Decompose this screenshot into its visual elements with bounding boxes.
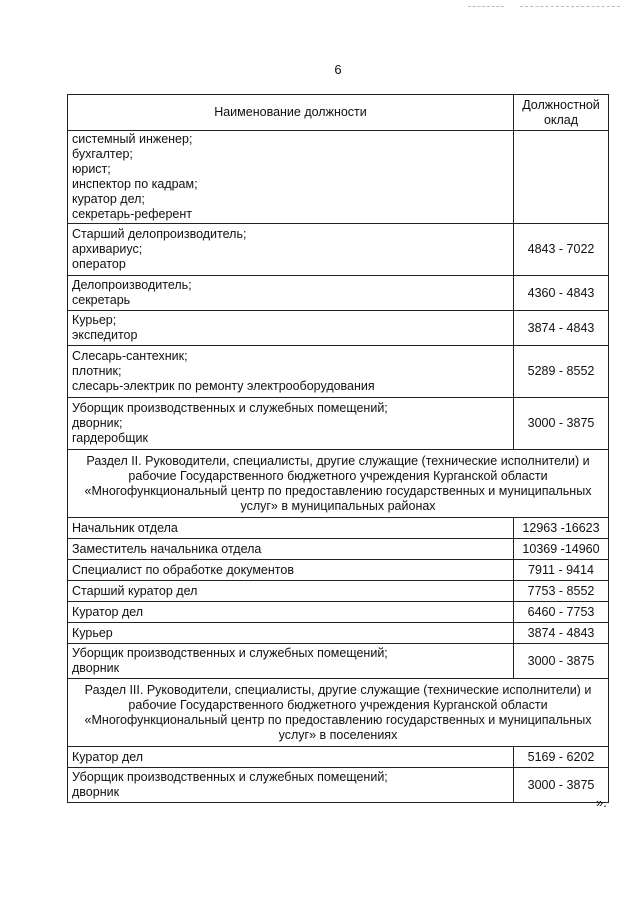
position-name: Курьер; <box>72 313 117 327</box>
salary-cell: 7753 - 8552 <box>514 581 609 602</box>
position-cell: Начальник отдела <box>68 518 514 539</box>
salary-cell: 5169 - 6202 <box>514 747 609 768</box>
section-heading-line: Раздел III. Руководители, специалисты, другие служащие (технические исполнители) и <box>84 682 592 697</box>
position-name: плотник; <box>72 364 122 378</box>
salary-cell: 3000 - 3875 <box>514 398 609 450</box>
position-cell <box>68 644 514 679</box>
position-name: экспедитор <box>72 328 138 342</box>
position-name: Уборщик производственных и служебных помещений; <box>72 770 388 784</box>
position-name: дворник; <box>72 416 123 430</box>
salary-cell: 7911 - 9414 <box>514 560 609 581</box>
section-heading-line: «Многофункциональный центр по предоставлению государственных и муниципальных <box>84 712 592 727</box>
position-cell <box>68 276 514 311</box>
position-cell: Заместитель начальника отдела <box>68 539 514 560</box>
table-row <box>68 346 609 398</box>
section-heading-line: услуг» в поселениях <box>278 727 398 742</box>
table-row <box>68 276 609 311</box>
position-cell <box>68 311 514 346</box>
position-cell <box>68 346 514 398</box>
salary-cell: 3000 - 3875 <box>514 768 609 803</box>
table-row <box>68 224 609 276</box>
position-name: Делопроизводитель; <box>72 278 192 292</box>
position-name: оператор <box>72 257 126 271</box>
section-heading <box>68 450 609 518</box>
salary-cell <box>514 131 609 224</box>
header-position: Наименование должности <box>68 95 514 131</box>
position-cell <box>68 398 514 450</box>
section-heading-line: услуг» в муниципальных районах <box>240 498 436 513</box>
table-row <box>68 311 609 346</box>
position-name: архивариус; <box>72 242 143 256</box>
position-cell <box>68 224 514 276</box>
position-name: Слесарь-сантехник; <box>72 349 188 363</box>
section-heading-row <box>68 450 609 518</box>
position-cell: Специалист по обработке документов <box>68 560 514 581</box>
closing-quote-mark: ». <box>596 795 607 810</box>
salary-cell: 10369 -14960 <box>514 539 609 560</box>
table-row <box>68 581 609 602</box>
position-name: гардеробщик <box>72 431 148 445</box>
salary-cell: 4843 - 7022 <box>514 224 609 276</box>
section-heading <box>68 679 609 747</box>
table-row <box>68 644 609 679</box>
position-name: слесарь-электрик по ремонту электрооборудования <box>72 379 375 393</box>
position-cell: Курьер <box>68 623 514 644</box>
position-cell <box>68 131 514 224</box>
table-row <box>68 131 609 224</box>
table-row <box>68 602 609 623</box>
position-name: секретарь-референт <box>72 207 192 221</box>
table-row <box>68 747 609 768</box>
section-heading-line: «Многофункциональный центр по предоставлению государственных и муниципальных <box>84 483 592 498</box>
page-number: 6 <box>334 62 342 77</box>
table-row <box>68 518 609 539</box>
position-cell: Старший куратор дел <box>68 581 514 602</box>
table-row <box>68 768 609 803</box>
position-name: Уборщик производственных и служебных помещений; <box>72 401 388 415</box>
table-row <box>68 560 609 581</box>
position-name: дворник <box>72 661 120 675</box>
header-salary <box>514 95 609 131</box>
table-row <box>68 623 609 644</box>
position-cell: Куратор дел <box>68 602 514 623</box>
position-name: куратор дел; <box>72 192 145 206</box>
position-cell: Куратор дел <box>68 747 514 768</box>
section-heading-line: рабочие Государственного бюджетного учреждения Курганской области <box>128 697 548 712</box>
header-salary-line: оклад <box>543 112 579 127</box>
position-cell <box>68 768 514 803</box>
salary-cell: 3000 - 3875 <box>514 644 609 679</box>
position-name: дворник <box>72 785 120 799</box>
position-name: Старший делопроизводитель; <box>72 227 247 241</box>
salary-cell: 3874 - 4843 <box>514 623 609 644</box>
salary-cell: 4360 - 4843 <box>514 276 609 311</box>
salary-cell: 5289 - 8552 <box>514 346 609 398</box>
section-heading-line: рабочие Государственного бюджетного учреждения Курганской области <box>128 468 548 483</box>
table-header-row <box>68 95 609 131</box>
table-row <box>68 539 609 560</box>
salary-table <box>67 94 609 803</box>
table-row <box>68 398 609 450</box>
position-name: инспектор по кадрам; <box>72 177 198 191</box>
salary-cell: 6460 - 7753 <box>514 602 609 623</box>
position-name: системный инженер; <box>72 132 193 146</box>
position-name: Уборщик производственных и служебных помещений; <box>72 646 388 660</box>
section-heading-row <box>68 679 609 747</box>
position-name: секретарь <box>72 293 131 307</box>
section-heading-line: Раздел II. Руководители, специалисты, другие служащие (технические исполнители) и <box>86 453 590 468</box>
salary-cell: 12963 -16623 <box>514 518 609 539</box>
scan-artifact-line <box>468 6 504 7</box>
scan-artifact-line <box>520 6 620 7</box>
position-name: бухгалтер; <box>72 147 133 161</box>
salary-cell: 3874 - 4843 <box>514 311 609 346</box>
header-salary-line: Должностной <box>522 97 600 112</box>
position-name: юрист; <box>72 162 111 176</box>
